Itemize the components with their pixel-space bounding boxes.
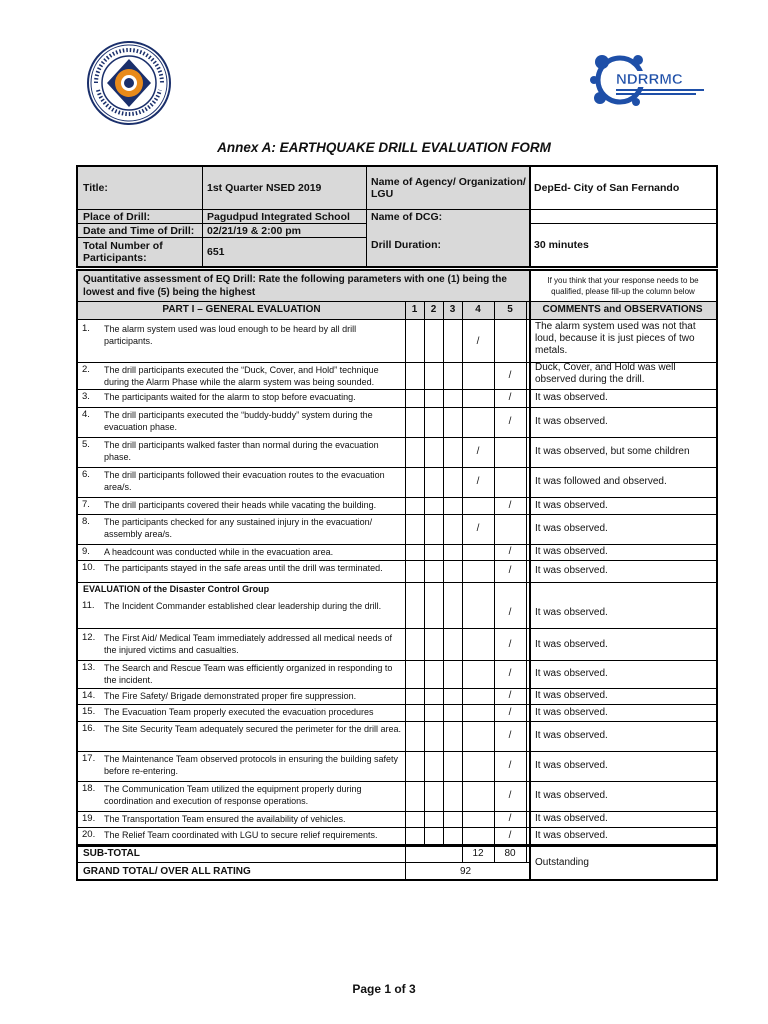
grand-total-value: 92	[459, 866, 472, 877]
title-label: Title:	[78, 167, 202, 209]
duration-value: 30 minutes	[534, 238, 589, 251]
rating-mark: /	[508, 813, 512, 824]
scale-header-1: 1	[411, 304, 418, 315]
item-number: 3.	[82, 391, 90, 402]
rating-mark: /	[508, 790, 512, 801]
place-value: Pagudpud Integrated School	[202, 210, 366, 224]
item-comment: It was observed.	[535, 790, 608, 801]
item-text: The Search and Rescue Team was efficiently organized in responding to the incident.	[104, 663, 393, 685]
agency-label: Name of Agency/ Organization/ LGU	[366, 167, 529, 209]
rating-mark: /	[508, 546, 512, 557]
rating-mark: /	[508, 369, 512, 381]
item-text: The First Aid/ Medical Team immediately addressed all medical needs of the injured victims and casualties.	[104, 633, 392, 655]
item-comment: It was observed.	[535, 813, 608, 824]
rating-mark: /	[508, 392, 512, 403]
item-comment: Duck, Cover, and Hold was well observed during the drill.	[535, 362, 676, 385]
assessment-table	[76, 269, 718, 881]
item-text: The Fire Safety/ Brigade demonstrated proper fire suppression.	[104, 691, 357, 701]
item-text: A headcount was conducted while in the evacuation area.	[104, 547, 334, 557]
grid-line	[462, 845, 463, 862]
svg-text:NDRRMC: NDRRMC	[616, 71, 683, 88]
item-number: 14.	[82, 690, 96, 701]
item-comment: It was observed.	[535, 392, 608, 403]
item-text: The Site Security Team adequately secured the perimeter for the drill area.	[104, 724, 401, 734]
grid-line	[78, 319, 716, 320]
rating-mark: /	[508, 829, 512, 841]
duration-label: Drill Duration:	[366, 224, 529, 266]
participants-value: 651	[202, 238, 366, 266]
item-comment: It was followed and observed.	[535, 476, 667, 487]
item-number: 8.	[82, 516, 90, 527]
grid-line	[78, 862, 529, 863]
grid-line	[494, 302, 495, 845]
rating-mark: /	[476, 523, 480, 534]
scale-header-3: 3	[449, 304, 456, 315]
drill-info-table	[76, 165, 718, 268]
grid-line	[462, 302, 463, 845]
item-text: The drill participants followed their evacuation routes to the evacuation area/s.	[104, 470, 385, 492]
item-number: 19.	[82, 813, 96, 824]
item-number: 7.	[82, 499, 90, 510]
item-text: The Communication Team utilized the equipment properly during coordination and execution of response operations.	[104, 784, 362, 806]
item-text: The Maintenance Team observed protocols in ensuring the building safety before re-entering.	[104, 754, 399, 776]
rating-mark: /	[508, 706, 512, 718]
item-text: The Relief Team coordinated with LGU to secure relief requirements.	[104, 830, 378, 840]
subtotal-rating-5: 80	[504, 848, 516, 859]
item-text: The participants checked for any sustained injury in the evacuation/ assembly area/s.	[104, 517, 373, 539]
item-comment: It was observed.	[535, 565, 608, 576]
item-text: The Incident Commander established clear leadership during the drill.	[104, 601, 382, 611]
item-number: 6.	[82, 469, 90, 480]
item-text: The alarm system used was loud enough to be heard by all drill participants.	[104, 324, 357, 346]
overall-comment: Outstanding	[535, 857, 589, 868]
grand-total-label: GRAND TOTAL/ OVER ALL RATING	[83, 866, 251, 877]
item-text: The drill participants walked faster than normal during the evacuation phase.	[104, 440, 379, 462]
rating-mark: /	[508, 499, 512, 511]
rating-mark: /	[508, 668, 512, 679]
grid-line	[443, 302, 444, 845]
item-number: 5.	[82, 439, 90, 450]
item-comment: The alarm system used was not that loud, because it is just pieces of two metals.	[535, 321, 696, 356]
item-number: 16.	[82, 723, 96, 734]
rating-mark: /	[508, 690, 512, 701]
item-number: 9.	[82, 546, 90, 557]
item-number: 12.	[82, 632, 96, 643]
rating-mark: /	[476, 446, 480, 457]
rating-mark: /	[508, 416, 512, 427]
item-text: The drill participants executed the “Duck, Cover, and Hold” technique during the Alarm Phase while the alarm system was being sounded.	[104, 365, 379, 387]
item-text: The participants stayed in the safe areas until the drill was terminated.	[104, 563, 383, 573]
participants-label: Total Number of Participants:	[78, 238, 202, 266]
item-number: 20.	[82, 829, 96, 840]
item-comment: It was observed.	[535, 499, 608, 511]
item-comment: It was observed.	[535, 639, 608, 650]
item-number: 1.	[82, 323, 90, 334]
grid-line	[405, 845, 406, 881]
item-number: 13.	[82, 662, 96, 673]
item-number: 18.	[82, 783, 96, 794]
item-comment: It was observed.	[535, 523, 608, 534]
item-number: 15.	[82, 706, 96, 717]
subtotal-rating-4: 12	[472, 848, 484, 859]
rating-mark: /	[508, 760, 512, 771]
datetime-value: 02/21/19 & 2:00 pm	[202, 224, 366, 238]
item-comment: It was observed.	[535, 416, 608, 427]
grid-line	[405, 302, 406, 845]
grid-line	[78, 628, 716, 629]
item-text: The Evacuation Team properly executed the evacuation procedures	[104, 707, 374, 717]
item-text: The drill participants executed the “buddy-buddy” system during the evacuation phase.	[104, 410, 373, 432]
comments-header: COMMENTS and OBSERVATIONS	[542, 304, 703, 315]
item-comment: It was observed.	[535, 607, 608, 618]
ndrrmc-logo	[580, 44, 710, 114]
rating-mark: /	[476, 476, 480, 487]
subtotal-label: SUB-TOTAL	[83, 848, 140, 859]
scale-header-2: 2	[430, 304, 437, 315]
rating-mark: /	[508, 730, 512, 741]
part1-header: PART I – GENERAL EVALUATION	[162, 304, 321, 315]
scale-header-4: 4	[475, 304, 481, 315]
form-title: Annex A: EARTHQUAKE DRILL EVALUATION FORM	[217, 140, 551, 155]
grid-line	[78, 845, 716, 847]
dcg-label: Name of DCG:	[366, 210, 529, 224]
item-comment: It was observed.	[535, 829, 608, 841]
datetime-label: Date and Time of Drill:	[78, 224, 202, 238]
item-comment: It was observed.	[535, 546, 608, 557]
title-value: 1st Quarter NSED 2019	[202, 167, 366, 209]
comment-note: If you think that your response needs to be qualified, please fill-up the column below	[547, 276, 699, 296]
item-number: 10.	[82, 562, 96, 573]
grid-line	[78, 301, 716, 302]
item-text: The drill participants covered their heads while vacating the building.	[104, 500, 377, 510]
item-comment: It was observed, but some children	[535, 446, 690, 457]
item-comment: It was observed.	[535, 760, 608, 771]
dnd-seal-logo	[86, 40, 172, 126]
rating-mark: /	[476, 335, 480, 347]
item-comment: It was observed.	[535, 690, 608, 701]
rating-mark: /	[508, 639, 512, 650]
item-text: The participants waited for the alarm to stop before evacuating.	[104, 392, 356, 402]
instruction-text: Quantitative assessment of EQ Drill: Rate the following parameters with one (1) being the lowest and five (5) being the highest	[83, 274, 507, 298]
item-comment: It was observed.	[535, 706, 608, 718]
scale-header-5: 5	[507, 304, 513, 315]
dcg-section-label: EVALUATION of the Disaster Control Group	[83, 584, 270, 594]
item-number: 11.	[82, 600, 95, 611]
rating-mark: /	[508, 565, 512, 576]
page-number: Page 1 of 3	[352, 982, 416, 996]
item-number: 17.	[82, 753, 96, 764]
grid-line	[529, 271, 531, 881]
rating-mark: /	[508, 607, 512, 618]
item-comment: It was observed.	[535, 668, 608, 679]
dcg-value	[529, 210, 716, 224]
grid-line	[526, 302, 527, 862]
agency-value: DepEd- City of San Fernando	[534, 181, 680, 194]
item-number: 2.	[82, 364, 90, 375]
grid-line	[494, 845, 495, 862]
item-text: The Transportation Team ensured the availability of vehicles.	[104, 814, 346, 824]
place-label: Place of Drill:	[78, 210, 202, 224]
grid-line	[424, 302, 425, 845]
item-comment: It was observed.	[535, 730, 608, 741]
item-number: 4.	[82, 409, 90, 420]
grid-line	[78, 582, 716, 583]
